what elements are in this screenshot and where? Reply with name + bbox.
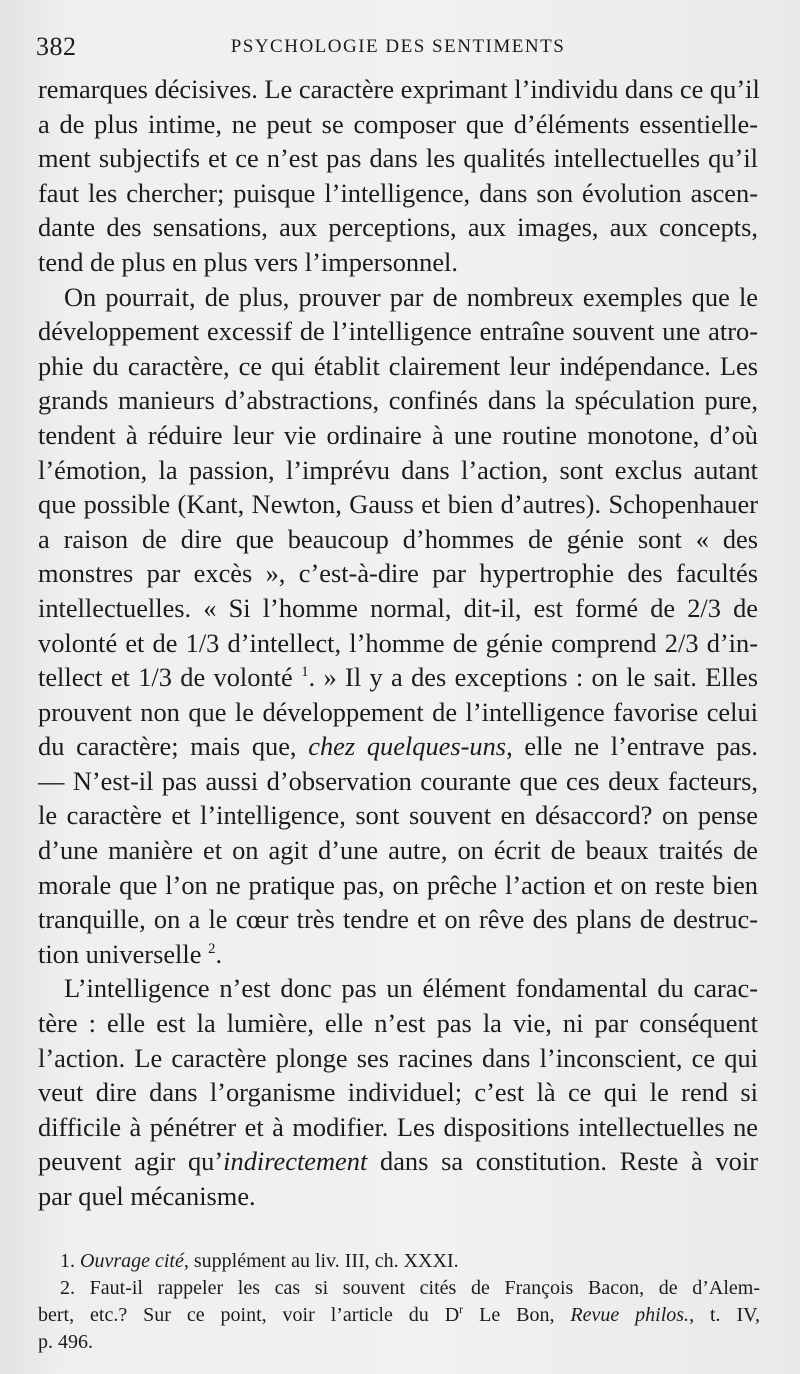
text-line: développement excessif de l’intelligence entraîne souvent une atro- bbox=[38, 316, 758, 347]
text-line: ment subjectifs et ce n’est pas dans les qualités intellectuelles qu’il bbox=[38, 143, 758, 174]
text-line: grands manieurs d’abstractions, confinés dans la spéculation pure, bbox=[38, 385, 758, 416]
text-run: du caractère; mais que, bbox=[38, 731, 297, 762]
italic-run: Ouvrage cité bbox=[80, 1250, 184, 1272]
italic-run: chez quelques-uns bbox=[308, 731, 507, 762]
footnotes bbox=[38, 1248, 760, 1356]
text-line: tère : elle est la lumière, elle n’est pas la vie, ni par conséquent bbox=[38, 1008, 758, 1039]
text-line: a de plus intime, ne peut se composer que d’éléments essentielle- bbox=[38, 108, 758, 139]
italic-run: indirectement bbox=[223, 1146, 368, 1177]
page-number: 382 bbox=[36, 32, 77, 61]
text-line: intellectuelles. « Si l’homme normal, dit-il, est formé de 2/3 de bbox=[38, 592, 758, 623]
text-run: . bbox=[215, 938, 223, 969]
text-run: bert, etc.? Sur ce point, voir l’article du D bbox=[38, 1304, 460, 1326]
text-line bbox=[38, 660, 758, 695]
text-line: faut les chercher; puisque l’intelligence, dans son évolution ascen- bbox=[38, 177, 758, 208]
text-line: — N’est-il pas aussi d’observation courante que ces deux facteurs, bbox=[38, 765, 758, 796]
text-line: difficile à pénétrer et à modifier. Les dispositions intellectuelles ne bbox=[38, 1111, 758, 1142]
text-line bbox=[38, 729, 758, 764]
text-line: L’intelligence n’est donc pas un élément fondamental du carac- bbox=[64, 973, 758, 1004]
footnote-2-line: 2. Faut-il rappeler les cas si souvent cités de François Bacon, de d’Alem- bbox=[60, 1277, 760, 1299]
text-line: l’émotion, la passion, l’imprévu dans l’action, sont exclus autant bbox=[38, 454, 758, 485]
paragraph-1 bbox=[38, 72, 758, 280]
text-line: tranquille, on a le cœur très tendre et on rêve des plans de destruc- bbox=[38, 904, 758, 935]
text-run: tellect et 1/3 de volonté bbox=[38, 662, 293, 693]
text-run: peuvent agir qu’ bbox=[38, 1146, 224, 1177]
body-text bbox=[38, 72, 758, 1214]
text-line: volonté et de 1/3 d’intellect, l’homme de génie comprend 2/3 d’in- bbox=[38, 627, 758, 658]
footnote-2-line bbox=[38, 1302, 760, 1329]
footnote-ref-1: 1 bbox=[301, 664, 309, 681]
text-line: l’action. Le caractère plonge ses racines dans l’inconscient, ce qui bbox=[38, 1042, 758, 1073]
text-line: dante des sensations, aux perceptions, aux images, aux concepts, bbox=[38, 212, 758, 243]
footnote-ref-2: 2 bbox=[208, 940, 216, 957]
text-line: a raison de dire que beaucoup d’hommes de génie sont « des bbox=[38, 523, 758, 554]
paragraph-2 bbox=[38, 280, 758, 972]
paragraph-3 bbox=[38, 971, 758, 1213]
text-line: par quel mécanisme. bbox=[38, 1181, 256, 1211]
text-run: Le Bon, bbox=[463, 1304, 571, 1326]
text-run: tion universelle bbox=[38, 938, 202, 969]
footnote-1 bbox=[38, 1248, 760, 1275]
text-run: , elle ne l’entrave pas. bbox=[506, 731, 758, 762]
text-run: . » Il y a des exceptions : on le sait. Elles bbox=[308, 662, 759, 693]
running-head: PSYCHOLOGIE DES SENTIMENTS bbox=[230, 36, 566, 57]
text-line: tendent à réduire leur vie ordinaire à une routine monotone, d’où bbox=[38, 419, 758, 450]
text-run: dans sa constitution. Reste à voir bbox=[367, 1146, 758, 1177]
text-line: que possible (Kant, Newton, Gauss et bien d’autres). Schopenhauer bbox=[38, 489, 758, 520]
text-line bbox=[38, 1144, 758, 1179]
text-run: 1. bbox=[60, 1250, 80, 1272]
text-line: d’une manière et on agit d’une autre, on écrit de beaux traités de bbox=[38, 835, 758, 866]
superscript: r bbox=[459, 1302, 464, 1316]
text-line: veut dire dans l’organisme individuel; c’est là ce qui le rend si bbox=[38, 1077, 758, 1108]
text-line: le caractère et l’intelligence, sont souvent en désaccord? on pense bbox=[38, 800, 758, 831]
text-line: morale que l’on ne pratique pas, on prêche l’action et on reste bien bbox=[38, 869, 758, 900]
text-line bbox=[38, 937, 758, 972]
page-header bbox=[36, 32, 760, 66]
text-line: monstres par excès », c’est-à-dire par hypertrophie des facultés bbox=[38, 558, 758, 589]
italic-run: Revue philos. bbox=[570, 1304, 690, 1326]
text-line: tend de plus en plus vers l’impersonnel. bbox=[38, 246, 458, 277]
text-line: On pourrait, de plus, prouver par de nombreux exemples que le bbox=[64, 281, 758, 312]
text-run: , t. IV, bbox=[689, 1304, 760, 1326]
text-line: phie du caractère, ce qui établit clairement leur indépendance. Les bbox=[38, 350, 758, 381]
text-run: , supplément au liv. III, ch. XXXI. bbox=[183, 1250, 459, 1272]
footnote-2-line: p. 496. bbox=[38, 1331, 93, 1353]
text-line: remarques décisives. Le caractère exprimant l’individu dans ce qu’il bbox=[38, 74, 760, 104]
text-line: prouvent non que le développement de l’intelligence favorise celui bbox=[38, 696, 758, 727]
